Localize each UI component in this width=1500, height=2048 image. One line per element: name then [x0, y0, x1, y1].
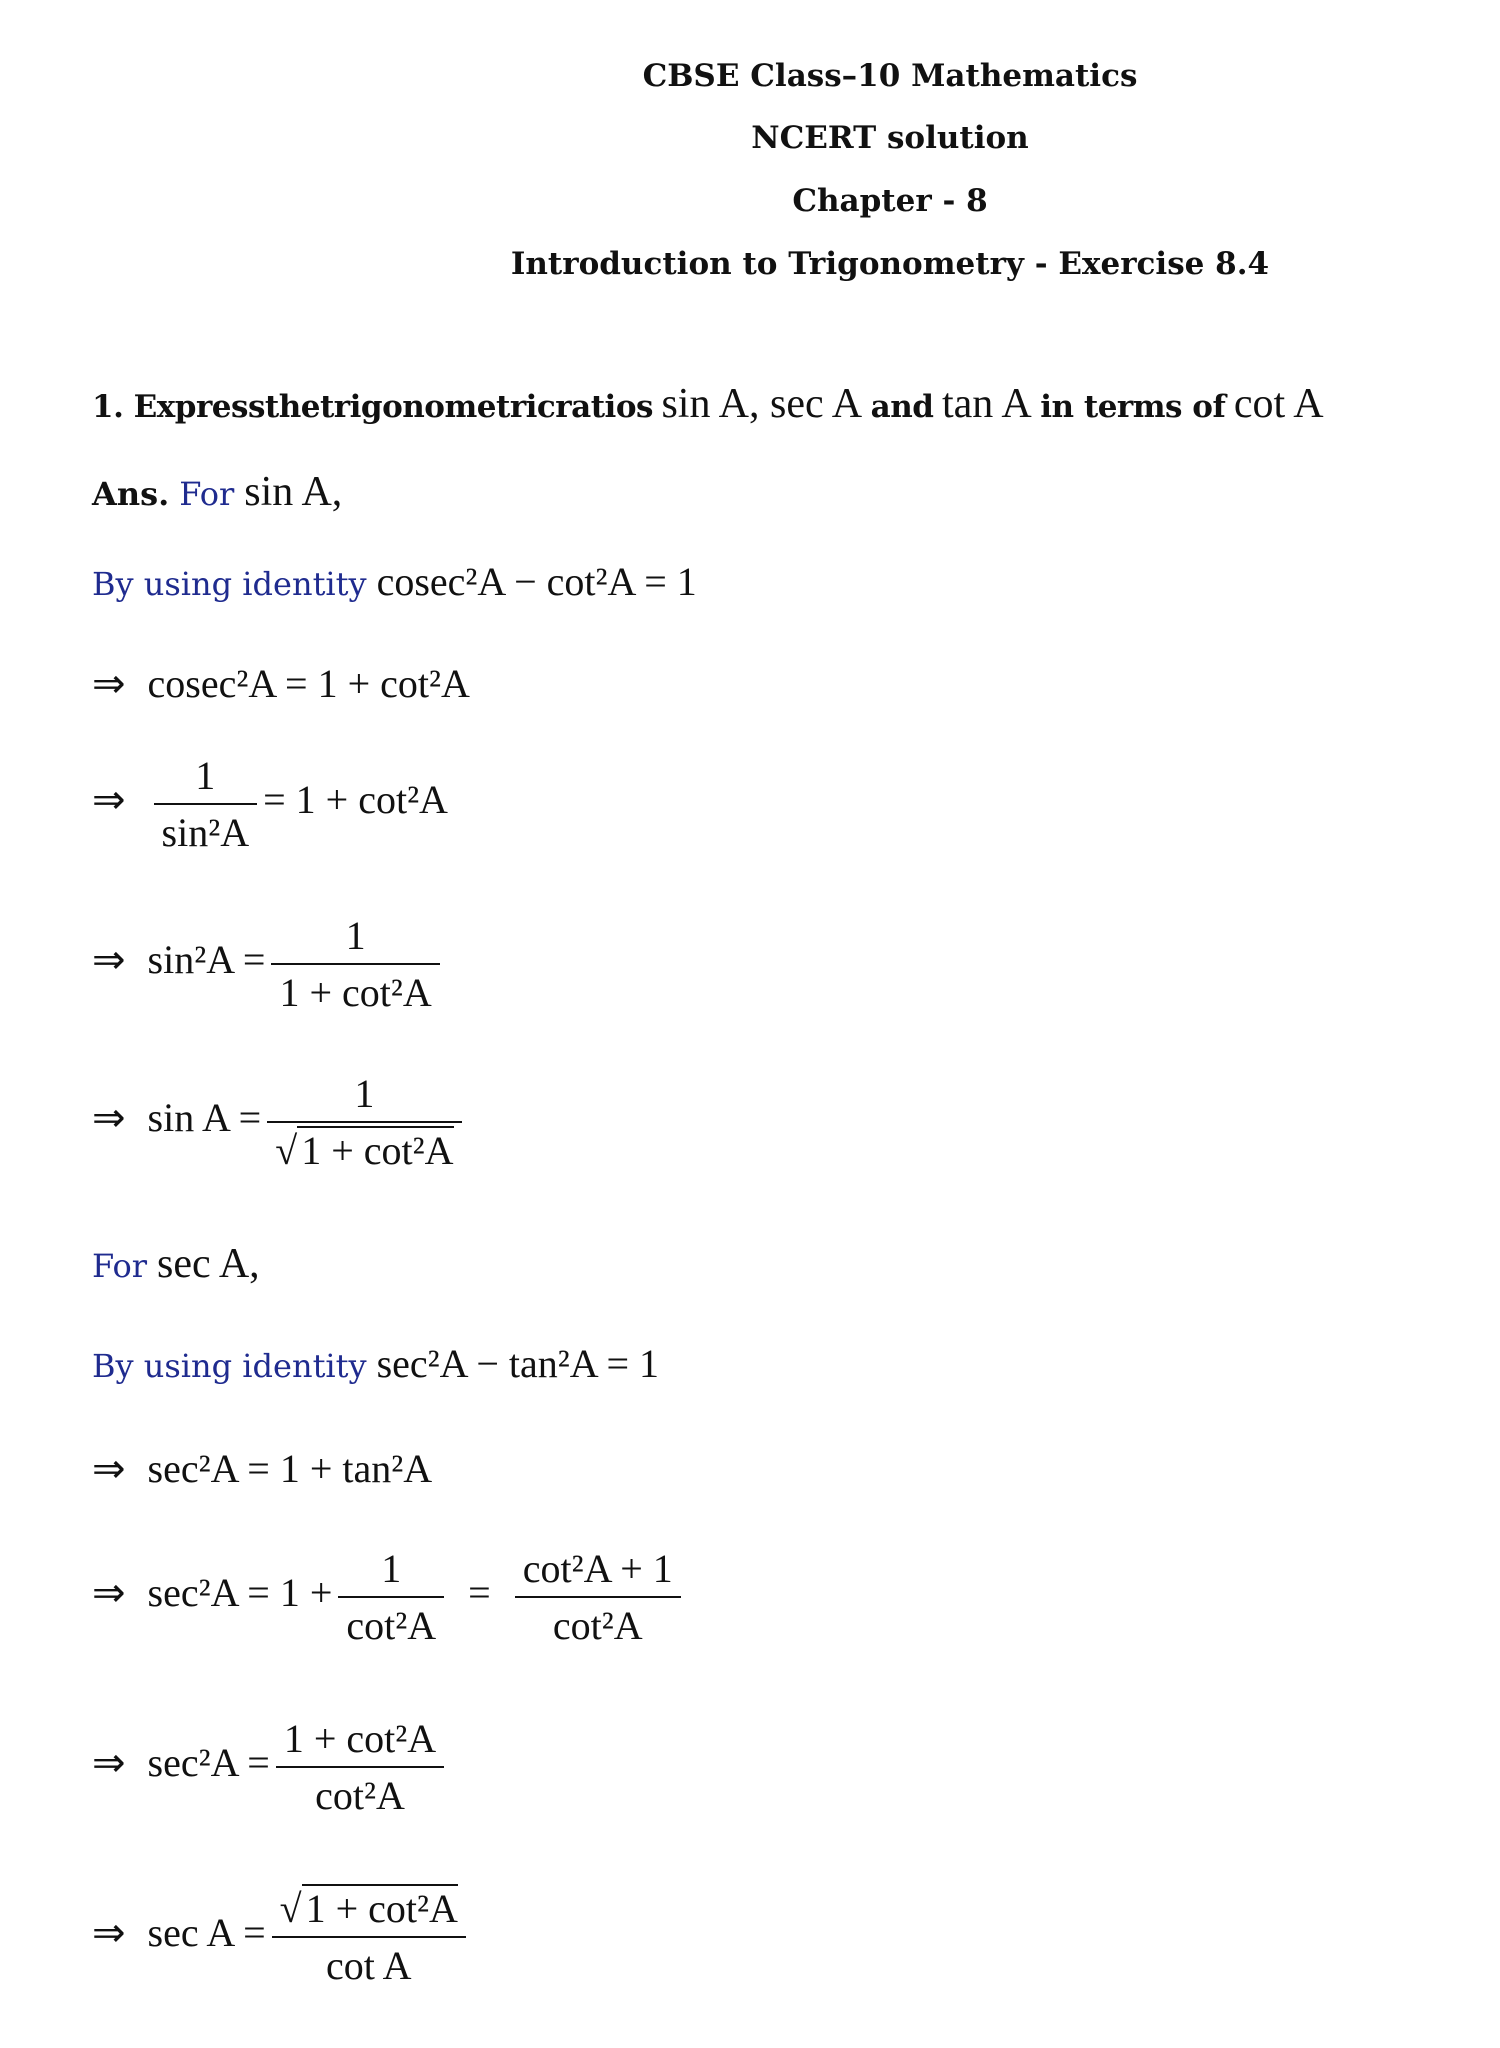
for-label: For	[92, 1247, 148, 1285]
denominator	[267, 1123, 461, 1174]
fraction	[271, 912, 439, 1016]
answer-for-sin	[92, 468, 342, 516]
numerator	[272, 1885, 466, 1938]
step-8-lhs: sec A =	[147, 1910, 266, 1956]
radicand: 1 + cot²A	[302, 1884, 458, 1931]
doc-title: CBSE Class–10 Mathematics	[642, 58, 1138, 94]
question-1	[92, 380, 1324, 428]
step-5-expr: sec²A = 1 + tan²A	[147, 1446, 433, 1491]
radicand: 1 + cot²A	[297, 1126, 453, 1173]
answer-for-sec	[92, 1240, 260, 1288]
step-7-lhs: sec²A =	[147, 1740, 270, 1786]
implies-icon: ⇒	[92, 1570, 126, 1617]
step-7	[92, 1715, 450, 1819]
numerator: 1 + cot²A	[276, 1715, 444, 1768]
equals: =	[468, 1570, 491, 1616]
identity-line-1	[92, 558, 697, 605]
step-1	[92, 660, 470, 707]
square-root: √ 1 + cot²A	[279, 1886, 458, 1931]
step-6	[92, 1545, 687, 1649]
identity-expr: sec²A − tan²A = 1	[376, 1341, 659, 1386]
step-3	[92, 912, 446, 1016]
identity-expr: cosec²A − cot²A = 1	[376, 559, 697, 604]
fraction	[338, 1545, 444, 1649]
question-expr-2: tan A	[941, 381, 1032, 427]
step-8	[92, 1885, 472, 1989]
square-root: √ 1 + cot²A	[275, 1128, 454, 1173]
denominator: sin²A	[161, 810, 250, 855]
identity-line-2	[92, 1340, 659, 1387]
implies-icon: ⇒	[92, 1740, 126, 1787]
question-mid: in terms of	[1040, 389, 1226, 425]
fraction	[515, 1545, 681, 1649]
step-4-lhs: sin A =	[147, 1095, 262, 1141]
implies-icon: ⇒	[92, 1095, 126, 1142]
identity-label: By using identity	[92, 565, 367, 603]
fraction	[267, 1070, 461, 1174]
step-4	[92, 1070, 468, 1174]
exercise-heading: Introduction to Trigonometry - Exercise 8.4	[510, 246, 1270, 282]
implies-icon: ⇒	[92, 937, 126, 984]
denominator: cot²A	[346, 1603, 437, 1648]
denominator: cot²A	[315, 1773, 405, 1818]
numerator: 1	[267, 1070, 461, 1123]
denominator: 1 + cot²A	[279, 970, 432, 1015]
denominator: cot A	[325, 1943, 412, 1988]
numerator: 1	[154, 752, 258, 805]
step-5	[92, 1445, 432, 1492]
implies-icon: ⇒	[92, 661, 126, 707]
fraction	[276, 1715, 444, 1819]
step-1-expr: cosec²A = 1 + cot²A	[147, 661, 470, 706]
fraction	[272, 1885, 466, 1989]
numerator: 1	[338, 1545, 444, 1598]
implies-icon: ⇒	[92, 1446, 126, 1492]
identity-label: By using identity	[92, 1347, 367, 1385]
question-expr-1: sin A, sec A	[661, 381, 863, 427]
step-3-lhs: sin²A =	[147, 937, 266, 983]
question-prefix: 1. Expressthetrigonometricratios	[92, 389, 653, 425]
denominator: cot²A	[552, 1603, 643, 1648]
question-and: and	[870, 389, 934, 425]
for-expr: sec A,	[157, 1241, 260, 1287]
numerator: cot²A + 1	[515, 1545, 681, 1598]
answer-label: Ans.	[92, 475, 170, 513]
fraction	[154, 752, 258, 856]
for-label: For	[179, 475, 235, 513]
chapter-heading: Chapter - 8	[792, 183, 988, 219]
for-expr: sin A,	[244, 469, 343, 515]
step-6-lhs: sec²A = 1 +	[147, 1570, 333, 1616]
doc-subtitle: NCERT solution	[751, 120, 1029, 156]
numerator: 1	[271, 912, 439, 965]
implies-icon: ⇒	[92, 777, 126, 824]
implies-icon: ⇒	[92, 1910, 126, 1957]
step-2-rhs: = 1 + cot²A	[263, 777, 448, 823]
question-expr-3: cot A	[1233, 381, 1324, 427]
step-2	[92, 752, 448, 856]
